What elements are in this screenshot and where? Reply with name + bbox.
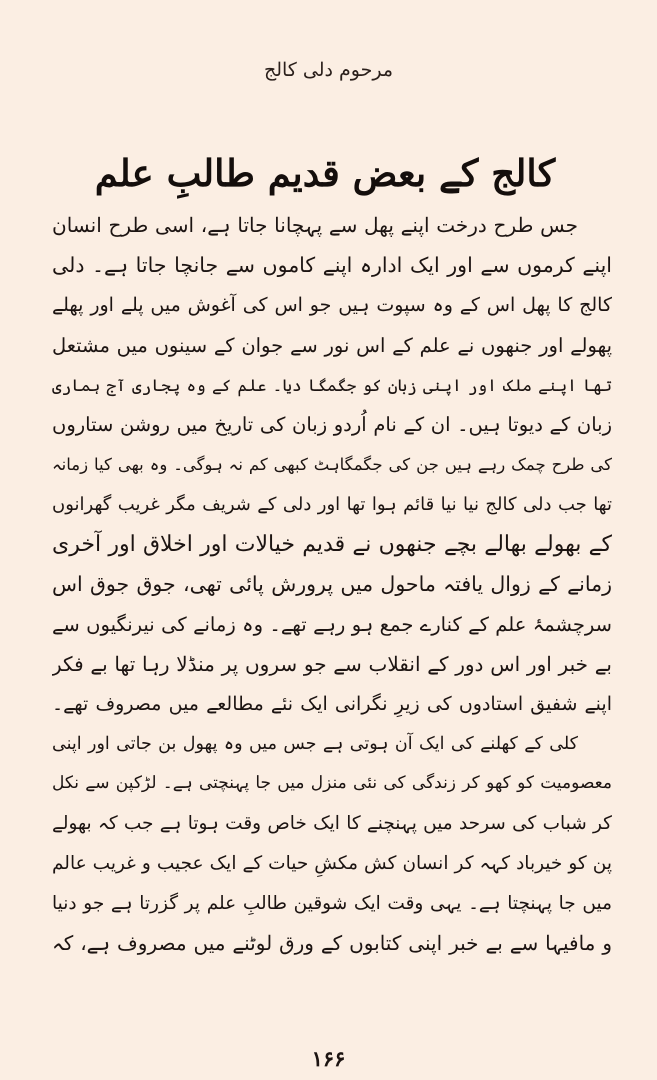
text-line: کے بھولے بھالے بچے جنھوں نے قدیم خیالات اور اخلاق اور آخری bbox=[52, 532, 612, 558]
text-line: کالج کا پھل اس کے وہ سپوت ہیں جو اس کی آغوش میں پلے اور پھلے bbox=[52, 293, 612, 316]
text-line: پھولے اور جنھوں نے علم کے اس نور سے جوان کے سینوں میں مشتعل bbox=[52, 333, 612, 357]
text-line: اپنے کرموں سے اور ایک ادارہ اپنے کاموں سے جانچا جاتا ہے۔ دلی bbox=[52, 252, 612, 277]
text-line: سرچشمۂ علم کے کنارے جمع ہو رہے تھے۔ وہ زمانے کی نیرنگیوں سے bbox=[52, 612, 612, 636]
text-line: و مافیہا سے بے خبر اپنی کتابوں کے ورق لوٹنے میں مصروف ہے، کہ bbox=[52, 931, 612, 956]
text-line: میں جا پہنچتا ہے۔ یہی وقت ایک شوقین طالبِ علم پر گزرتا ہے جو دنیا bbox=[52, 893, 612, 915]
article-body bbox=[52, 206, 612, 964]
text-line: کر شباب کی سرحد میں پہنچنے کا ایک خاص وقت ہوتا ہے جب کہ بھولے bbox=[52, 813, 612, 835]
text-line: جس طرح درخت اپنے پھل سے پہچانا جاتا ہے، اسی طرح انسان bbox=[52, 213, 578, 237]
text-line: پن کو خیرباد کہہ کر انسان کش مکشِ حیات کے ایک عجیب و غریب عالم bbox=[52, 853, 612, 875]
page-number: ۱۶۶ bbox=[311, 1046, 346, 1071]
running-header: مرحوم دلی کالج bbox=[263, 59, 394, 81]
text-line: معصومیت کو کھو کر زندگی کی نئی منزل میں جا پہنچتی ہے۔ لڑکپن سے نکل bbox=[52, 773, 612, 794]
text-line: زبان کے دیوتا ہیں۔ ان کے نام اُردو زبان کی تاریخ میں روشن ستاروں bbox=[52, 413, 612, 437]
text-line: بے خبر اور اس دور کے انقلاب سے جو سروں پر منڈلا رہا تھا بے فکر bbox=[52, 651, 612, 676]
text-line: تھا اپنے ملک اور اپنی زبان کو جگمگا دیا۔ علم کے وہ پجاری آج ہماری bbox=[52, 375, 612, 395]
text-line: تھا جب دلی کالج نیا نیا قائم ہوا تھا اور دلی کے شریف مگر غریب گھرانوں bbox=[52, 494, 612, 516]
text-line: کلی کے کھلنے کی ایک آن ہوتی ہے جس میں وہ پھول بن جاتی اور اپنی bbox=[52, 733, 578, 754]
text-line: کی طرح چمک رہے ہیں جن کی جگمگاہٹ کبھی کم نہ ہوگی۔ وہ بھی کیا زمانہ bbox=[52, 455, 612, 475]
text-line: زمانے کے زوال یافتہ ماحول میں پرورش پائی تھی، جوق جوق اس bbox=[52, 572, 612, 597]
article-title: کالج کے بعض قدیم طالبِ علم bbox=[94, 150, 556, 195]
text-line: اپنے شفیق استادوں کی زیرِ نگرانی ایک نئے مطالعے میں مصروف تھے۔ bbox=[52, 692, 612, 715]
